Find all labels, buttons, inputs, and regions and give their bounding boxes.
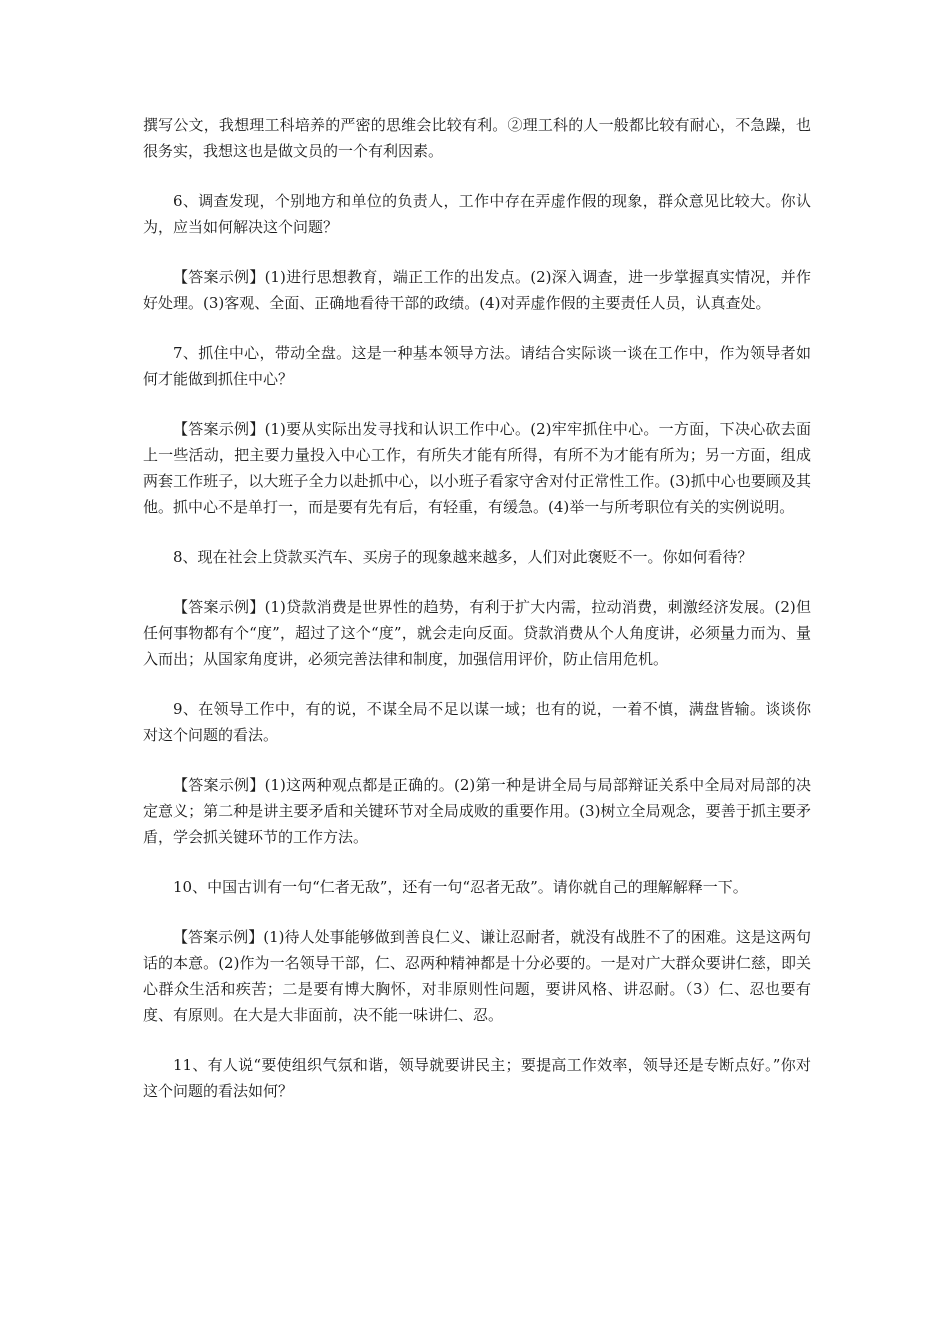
answer-8: 【答案示例】(1)贷款消费是世界性的趋势，有利于扩大内需，拉动消费，刺激经济发展。(2)但任何事物都有个“度”，超过了这个“度”，就会走向反面。贷款消费从个人角度讲，必须量力而为、量入而出；从国家角度讲，必须完善法律和制度，加强信用评价，防止信用危机。 [143, 598, 811, 668]
paragraph-continuation: 撰写公文，我想理工科培养的严密的思维会比较有利。②理工科的人一般都比较有耐心，不急躁，也很务实，我想这也是做文员的一个有利因素。 [143, 116, 811, 160]
answer-10: 【答案示例】(1)待人处事能够做到善良仁义、谦让忍耐者，就没有战胜不了的困难。这是这两句话的本意。(2)作为一名领导干部，仁、忍两种精神都是十分必要的。一是对广大群众要讲仁慈，即关心群众生活和疾苦；二是要有博大胸怀，对非原则性问题，要讲风格、讲忍耐。（3）仁、忍也要有度、有原则。在大是大非面前，决不能一味讲仁、忍。 [143, 928, 811, 1024]
answer-6: 【答案示例】(1)进行思想教育，端正工作的出发点。(2)深入调查，进一步掌握真实情况，并作好处理。(3)客观、全面、正确地看待干部的政绩。(4)对弄虚作假的主要责任人员，认真查处。 [143, 268, 811, 312]
question-7: 7、抓住中心，带动全盘。这是一种基本领导方法。请结合实际谈一谈在工作中，作为领导者如何才能做到抓住中心？ [143, 344, 811, 388]
question-9: 9、在领导工作中，有的说，不谋全局不足以谋一域；也有的说，一着不慎，满盘皆输。谈谈你对这个问题的看法。 [143, 700, 811, 744]
answer-9: 【答案示例】(1)这两种观点都是正确的。(2)第一种是讲全局与局部辩证关系中全局对局部的决定意义；第二种是讲主要矛盾和关键环节对全局成败的重要作用。(3)树立全局观念，要善于抓主要矛盾，学会抓关键环节的工作方法。 [143, 776, 811, 846]
question-10: 10、中国古训有一句“仁者无敌”，还有一句“忍者无敌”。请你就自己的理解解释一下。 [173, 878, 748, 896]
document-body [143, 112, 811, 1128]
question-8: 8、现在社会上贷款买汽车、买房子的现象越来越多，人们对此褒贬不一。你如何看待？ [173, 548, 753, 566]
answer-7: 【答案示例】(1)要从实际出发寻找和认识工作中心。(2)牢牢抓住中心。一方面，下决心砍去面上一些活动，把主要力量投入中心工作，有所失才能有所得，有所不为才能有所为；另一方面，组成两套工作班子，以大班子全力以赴抓中心，以小班子看家守舍对付正常性工作。(3)抓中心也要顾及其他。抓中心不是单打一，而是要有先有后，有轻重，有缓急。(4)举一与所考职位有关的实例说明。 [143, 420, 811, 516]
question-6: 6、调查发现，个别地方和单位的负责人，工作中存在弄虚作假的现象，群众意见比较大。你认为，应当如何解决这个问题？ [143, 192, 811, 236]
question-11: 11、有人说“要使组织气氛和谐，领导就要讲民主；要提高工作效率，领导还是专断点好。”你对这个问题的看法如何？ [143, 1056, 811, 1100]
